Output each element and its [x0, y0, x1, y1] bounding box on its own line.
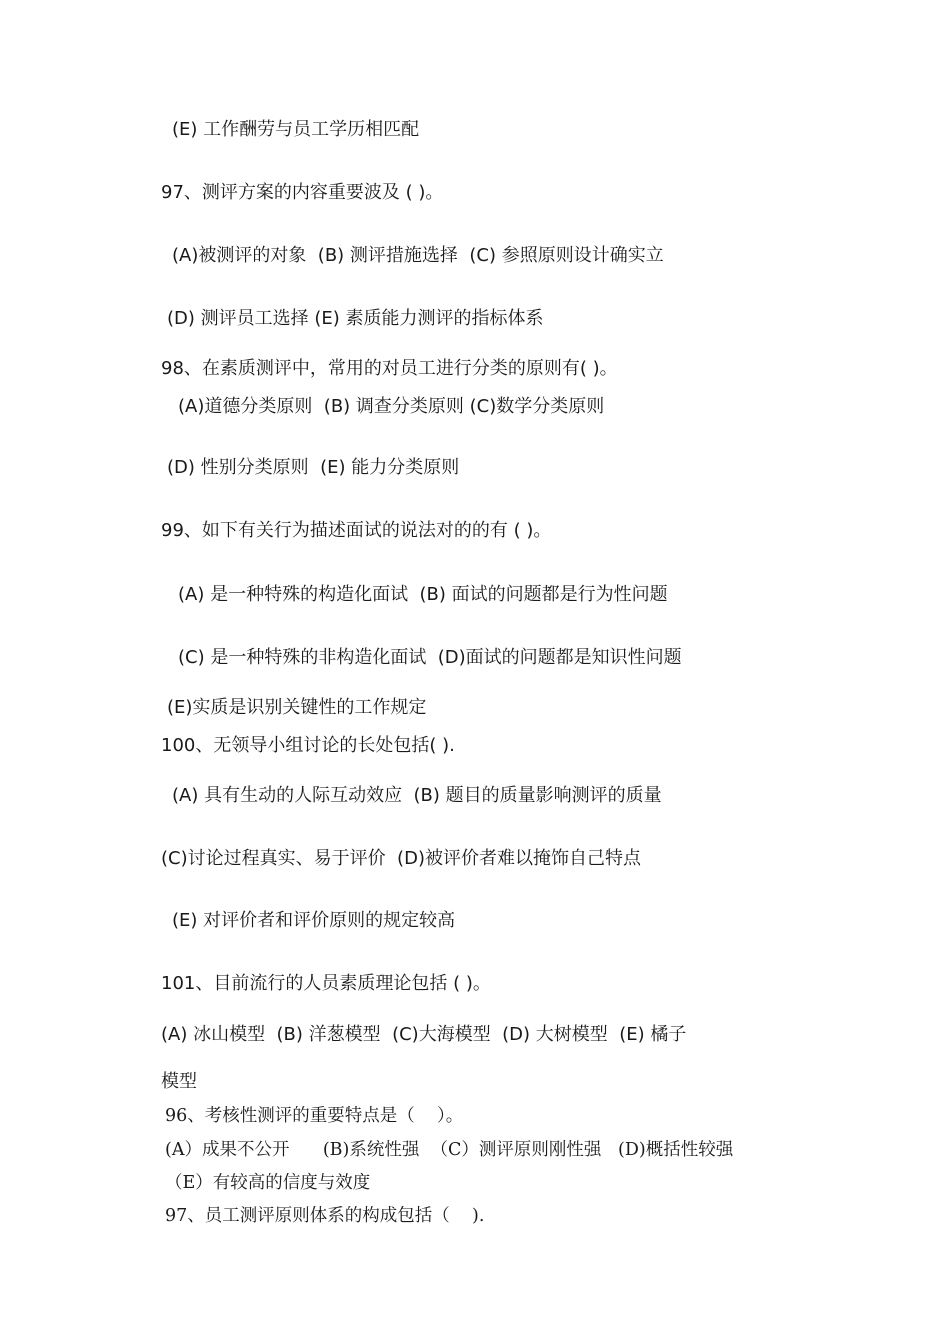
option-line: (A) 具有生动的人际互动效应 (B) 题目的质量影响测评的质量 [172, 785, 662, 806]
option-line: (A)道德分类原则 (B) 调查分类原则 (C)数学分类原则 [178, 396, 605, 417]
question-101: 101、目前流行的人员素质理论包括 ( )。 [161, 973, 491, 994]
option-line: (C) 是一种特殊的非构造化面试 (D)面试的问题都是知识性问题 [178, 647, 682, 668]
question-100: 100、无领导小组讨论的长处包括( ). [161, 735, 455, 756]
option-line: (E) 工作酬劳与员工学历相匹配 [172, 119, 420, 140]
question-98: 98、在素质测评中，常用的对员工进行分类的原则有( )。 [161, 358, 618, 379]
question-96: 96、考核性测评的重要特点是（ ）。 [165, 1106, 464, 1126]
option-line: (A) 是一种特殊的构造化面试 (B) 面试的问题都是行为性问题 [178, 584, 668, 605]
option-line: (D) 测评员工选择 (E) 素质能力测评的指标体系 [167, 308, 544, 329]
option-line-continued: 模型 [161, 1071, 197, 1092]
option-line: （E）有较高的信度与效度 [165, 1173, 371, 1193]
option-line: (C)讨论过程真实、易于评价 (D)被评价者难以掩饰自己特点 [161, 848, 641, 869]
option-line: (A）成果不公开 (B)系统性强 （C）测评原则刚性强 (D)概括性较强 [165, 1140, 734, 1160]
question-97: 97、测评方案的内容重要波及 ( )。 [161, 182, 444, 203]
question-99: 99、如下有关行为描述面试的说法对的的有 ( )。 [161, 520, 552, 541]
question-97-b: 97、员工测评原则体系的构成包括（ ). [165, 1206, 485, 1226]
option-line: (E) 对评价者和评价原则的规定较高 [172, 910, 456, 931]
option-line: (E)实质是识别关键性的工作规定 [167, 697, 427, 718]
option-line: (A) 冰山模型 (B) 洋葱模型 (C)大海模型 (D) 大树模型 (E) 橘子 [161, 1024, 687, 1045]
option-line: (A)被测评的对象 (B) 测评措施选择 (C) 参照原则设计确实立 [172, 245, 664, 266]
option-line: (D) 性别分类原则 (E) 能力分类原则 [167, 457, 460, 478]
